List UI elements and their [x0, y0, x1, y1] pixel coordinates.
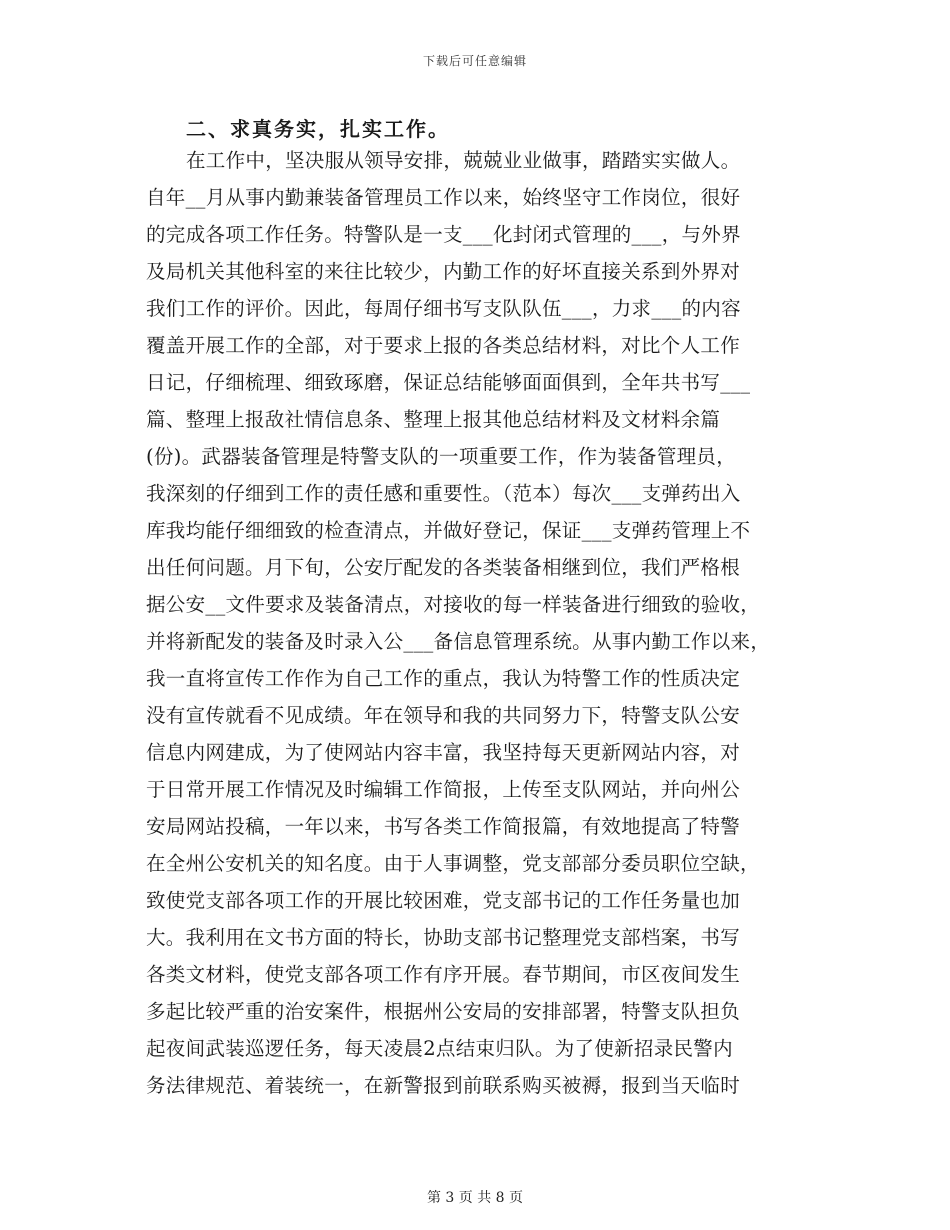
paragraph-line: 大。我利用在文书方面的特长，协助支部书记整理党支部档案，书写 — [146, 926, 741, 949]
paragraph-line: 我深刻的仔细到工作的责任感和重要性。（范本）每次___支弹药出入 — [146, 482, 741, 505]
paragraph-line: 日记，仔细梳理、细致琢磨，保证总结能够面面俱到，全年共书写___ — [146, 371, 751, 394]
paragraph-line: 及局机关其他科室的来往比较少，内勤工作的好坏直接关系到外界对 — [146, 260, 741, 283]
paragraph-line: 的完成各项工作任务。特警队是一支___化封闭式管理的___，与外界 — [146, 223, 741, 246]
paragraph-line: 致使党支部各项工作的开展比较困难，党支部书记的工作任务量也加 — [146, 889, 741, 912]
paragraph-line: 于日常开展工作情况及时编辑工作简报，上传至支队网站，并向州公 — [146, 778, 741, 801]
paragraph-line: 我一直将宣传工作作为自己工作的重点，我认为特警工作的性质决定 — [146, 667, 741, 690]
paragraph-line: 库我均能仔细细致的检查清点，并做好登记，保证___支弹药管理上不 — [146, 519, 751, 542]
paragraph-line: 安局网站投稿，一年以来，书写各类工作简报篇，有效地提高了特警 — [146, 815, 741, 838]
paragraph-line: 并将新配发的装备及时录入公___备信息管理系统。从事内勤工作以来， — [146, 630, 771, 653]
paragraph-line: (份)。武器装备管理是特警支队的一项重要工作，作为装备管理员， — [146, 445, 737, 468]
paragraph-line: 没有宣传就看不见成绩。年在领导和我的共同努力下，特警支队公安 — [146, 704, 741, 727]
paragraph-line: 出任何问题。月下旬，公安厅配发的各类装备相继到位，我们严格根 — [146, 556, 741, 579]
paragraph-line: 在工作中，坚决服从领导安排，兢兢业业做事，踏踏实实做人。 — [186, 149, 741, 172]
page-header: 下载后可任意编辑 — [422, 54, 527, 68]
page-footer: 第 3 页 共 8 页 — [426, 1190, 524, 1206]
paragraph-line: 我们工作的评价。因此，每周仔细书写支队队伍___，力求___的内容 — [146, 297, 741, 320]
paragraph-line: 信息内网建成，为了使网站内容丰富，我坚持每天更新网站内容，对 — [146, 741, 741, 764]
paragraph-line: 各类文材料，使党支部各项工作有序开展。春节期间，市区夜间发生 — [146, 963, 741, 986]
paragraph-line: 在全州公安机关的知名度。由于人事调整，党支部部分委员职位空缺， — [146, 852, 760, 875]
paragraph-line: 起夜间武装巡逻任务，每天凌晨2点结束归队。为了使新招录民警内 — [146, 1037, 733, 1060]
paragraph-line: 覆盖开展工作的全部，对于要求上报的各类总结材料，对比个人工作 — [146, 334, 741, 357]
paragraph-line: 务法律规范、着装统一，在新警报到前联系购买被褥，报到当天临时 — [146, 1074, 741, 1097]
paragraph-line: 据公安__文件要求及装备清点，对接收的每一样装备进行细致的验收， — [146, 593, 761, 616]
paragraph-line: 自年__月从事内勤兼装备管理员工作以来，始终坚守工作岗位，很好 — [146, 186, 741, 209]
paragraph-line: 多起比较严重的治安案件，根据州公安局的安排部署，特警支队担负 — [146, 1000, 741, 1023]
section-heading: 二、求真务实，扎实工作。 — [186, 117, 450, 141]
paragraph-line: 篇、整理上报敌社情信息条、整理上报其他总结材料及文材料余篇 — [146, 408, 721, 431]
